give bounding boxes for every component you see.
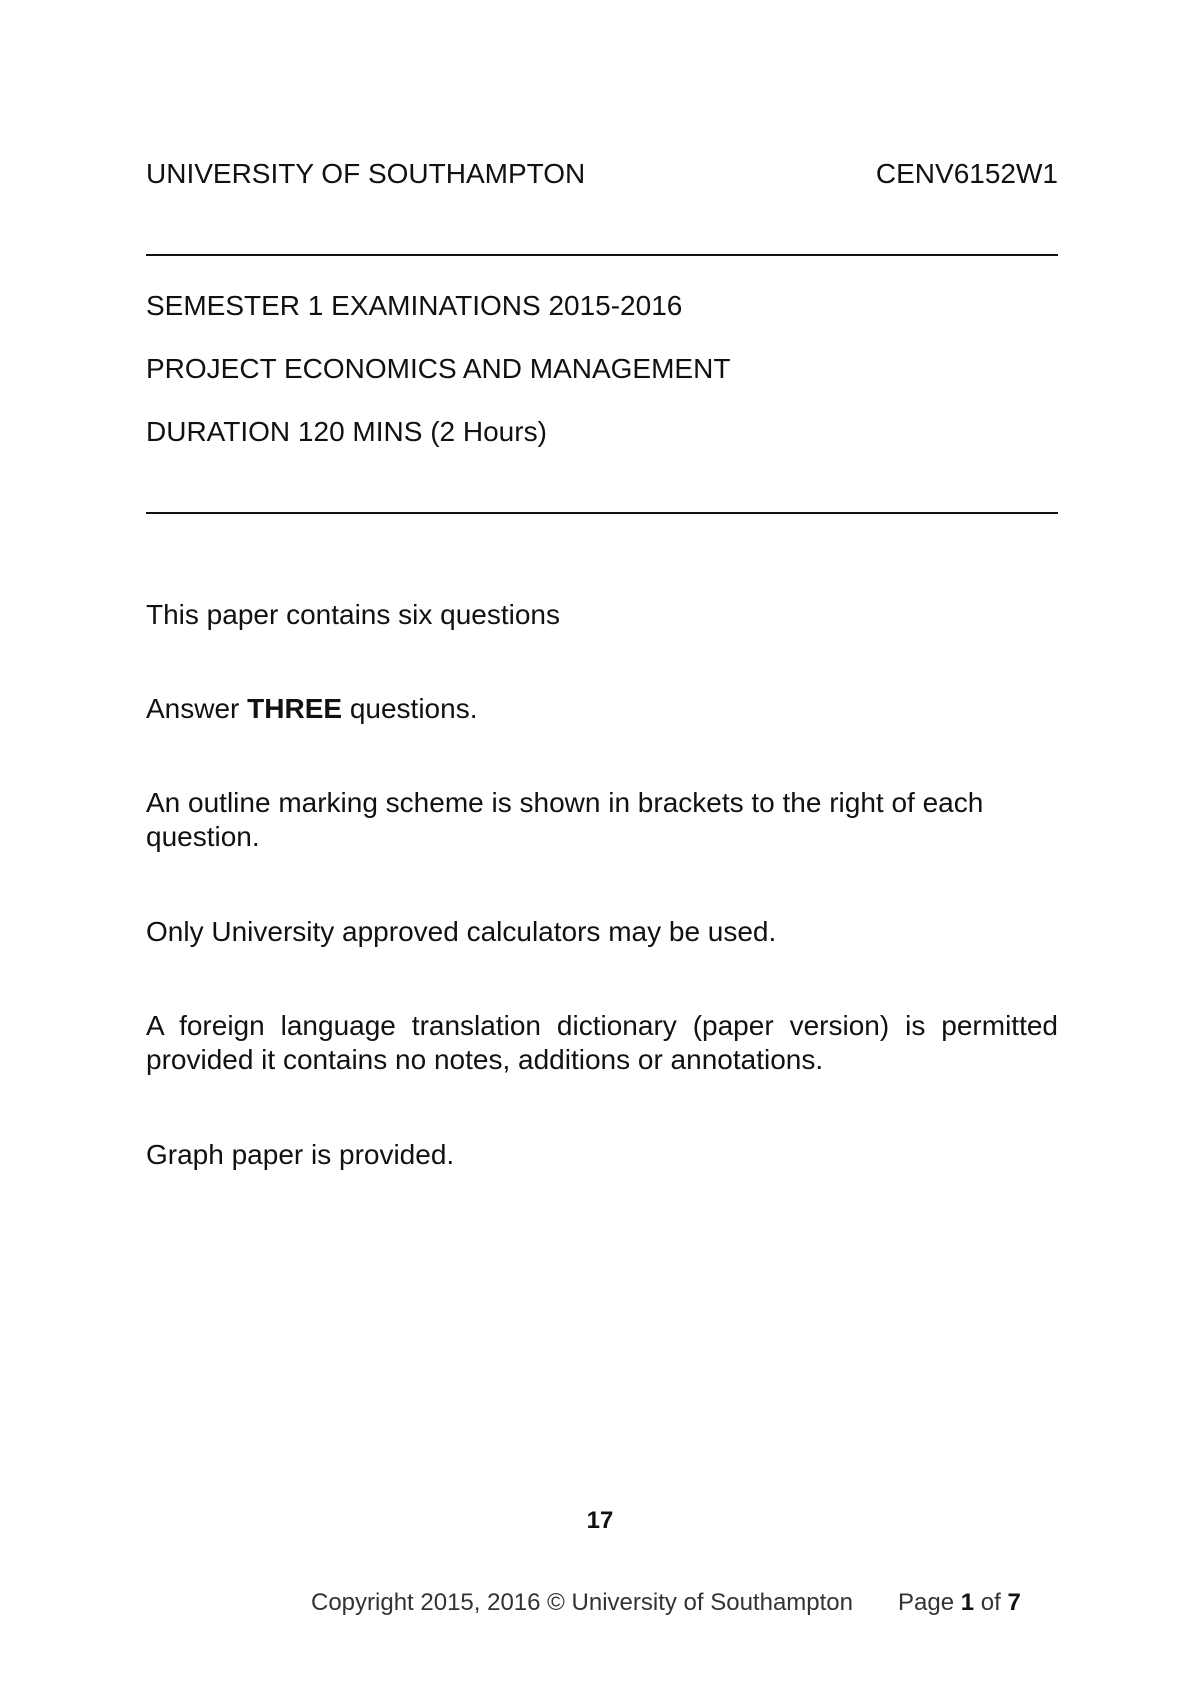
instruction-answer	[146, 692, 1058, 726]
page-label: Page	[898, 1589, 961, 1616]
footer-copyright: Copyright 2015, 2016 © University of Southampton	[311, 1589, 853, 1616]
header-row	[146, 157, 1058, 191]
answer-prefix: Answer	[146, 693, 248, 724]
page-total: 7	[1007, 1589, 1021, 1616]
page-of: of	[974, 1589, 1008, 1616]
university-name: UNIVERSITY OF SOUTHAMPTON	[146, 158, 586, 189]
semester-line: SEMESTER 1 EXAMINATIONS 2015-2016	[146, 290, 683, 321]
page-number: 17	[586, 1507, 614, 1534]
module-title: PROJECT ECONOMICS AND MANAGEMENT	[146, 353, 731, 384]
duration-line: DURATION 120 MINS (2 Hours)	[146, 416, 547, 447]
top-divider	[146, 254, 1058, 256]
footer-page-indicator	[898, 1588, 1021, 1618]
page-current: 1	[960, 1589, 975, 1616]
answer-count: THREE	[247, 693, 343, 724]
instruction-graph: Graph paper is provided.	[146, 1139, 455, 1170]
answer-suffix: questions.	[342, 693, 478, 724]
instruction-calculators: Only University approved calculators may be used.	[146, 916, 777, 947]
instruction-marking: An outline marking scheme is shown in brackets to the right of each question.	[146, 787, 984, 852]
bottom-divider	[146, 512, 1058, 514]
module-code: CENV6152W1	[875, 158, 1058, 189]
instruction-dictionary: A foreign language translation dictionary (paper version) is permitted provided it contains no notes, additions or annotations.	[146, 1010, 1058, 1075]
instruction-contains: This paper contains six questions	[146, 599, 560, 630]
